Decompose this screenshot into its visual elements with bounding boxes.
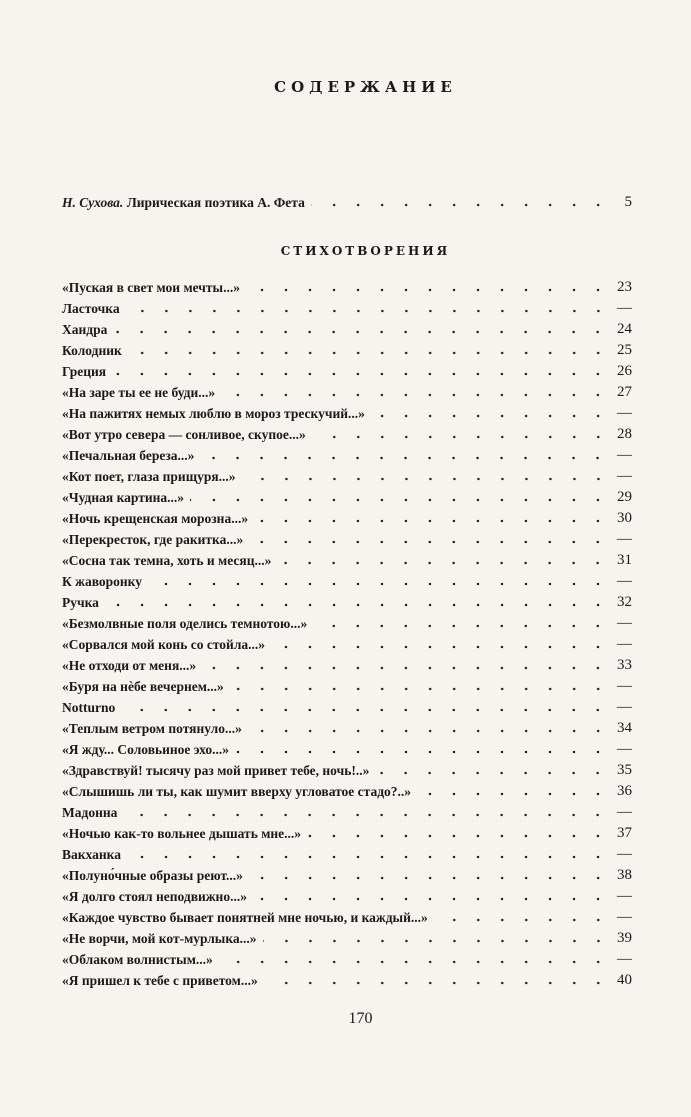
- page-number: —: [617, 573, 632, 589]
- dot-leader: [307, 829, 602, 839]
- dot-leader: [200, 451, 602, 461]
- entry-title: Вакханка: [62, 847, 121, 862]
- page-number: —: [617, 447, 632, 463]
- dot-leader: [242, 472, 602, 482]
- entry-title: «Здравствуй! тысячу раз мой привет тебе, ночь!..»: [62, 763, 370, 778]
- toc-entry: [62, 275, 632, 296]
- entry-title: «Теплым ветром потянуло...»: [62, 721, 242, 736]
- toc-entry: [62, 338, 632, 359]
- toc-entry: [62, 422, 632, 443]
- page-number: 39: [617, 930, 632, 946]
- dot-leader: [202, 661, 602, 671]
- section-heading: СТИХОТВОРЕНИЯ: [280, 244, 451, 258]
- entry-title: «Вот утро севера — сонливое, скупое...»: [62, 427, 306, 442]
- entry-title: «На пажитях немых люблю в мороз трескучий...»: [62, 406, 365, 421]
- dot-leader: [112, 367, 602, 377]
- entry-title: «Перекресток, где ракитка...»: [62, 532, 244, 547]
- dot-leader: [277, 556, 602, 566]
- toc-entry: [62, 884, 632, 905]
- folio-page-number: 170: [348, 1010, 373, 1027]
- page-number: 38: [617, 867, 632, 883]
- dot-leader: [190, 493, 602, 503]
- page-number: 27: [617, 384, 632, 400]
- entry-title: «Пуская в свет мои мечты...»: [62, 280, 240, 295]
- dot-leader: [417, 787, 602, 797]
- toc-entry: [62, 590, 632, 611]
- entry-title: «Буря на нѐбе вечернем...»: [62, 679, 224, 694]
- entry-title: «Сосна так темна, хоть и месяц...»: [62, 553, 272, 568]
- entry-title: «Я жду... Соловьиное эхо...»: [62, 742, 229, 757]
- toc-entry: [62, 779, 632, 800]
- entry-title: Хандра: [62, 322, 108, 337]
- page-number: 32: [617, 594, 632, 610]
- dot-leader: [128, 346, 602, 356]
- entry-title: «На заре ты ее не буди...»: [62, 385, 216, 400]
- dot-leader: [113, 325, 602, 335]
- page-number: 37: [617, 825, 632, 841]
- page-number: 5: [624, 194, 632, 210]
- page-number: —: [617, 615, 632, 631]
- entry-title: «Каждое чувство бывает понятней мне ночью, и каждый...»: [62, 910, 428, 925]
- page-number: 29: [617, 489, 632, 505]
- toc-entry: [62, 506, 632, 527]
- toc-entry: [62, 926, 632, 947]
- page-number: 23: [617, 279, 632, 295]
- dot-leader: [126, 304, 602, 314]
- entry-title: «Сорвался мой конь со стойла...»: [62, 637, 266, 652]
- page-number: —: [617, 951, 632, 967]
- entry-title: «Я пришел к тебе с приветом...»: [62, 973, 258, 988]
- intro-entry: [62, 190, 632, 211]
- toc-entry: [62, 968, 632, 989]
- dot-leader: [249, 871, 602, 881]
- page-number: —: [617, 804, 632, 820]
- dot-leader: [235, 745, 602, 755]
- dot-leader: [271, 640, 602, 650]
- toc-entry: [62, 296, 632, 317]
- entry-title: Мадонна: [62, 805, 118, 820]
- page-title: СОДЕРЖАНИЕ: [274, 78, 457, 96]
- dot-leader: [264, 976, 602, 986]
- dot-leader: [123, 808, 602, 818]
- entry-title: Греция: [62, 364, 107, 379]
- entry-title: «Слышишь ли ты, как шумит вверху угловатое стадо?..»: [62, 784, 412, 799]
- toc-entry: [62, 842, 632, 863]
- entry-title: «Не отходи от меня...»: [62, 658, 197, 673]
- entry-title: Ручка: [62, 595, 99, 610]
- intro-text: [62, 195, 311, 211]
- page-number: 36: [617, 783, 632, 799]
- toc-entry: [62, 380, 632, 401]
- dot-leader: [121, 703, 602, 713]
- page-number: —: [617, 531, 632, 547]
- entry-title: «Полуно́чные образы реют...»: [62, 868, 243, 883]
- toc-entry: [62, 527, 632, 548]
- dot-leader: [254, 514, 602, 524]
- toc-entry: [62, 569, 632, 590]
- toc-entry: [62, 737, 632, 758]
- entry-title: «Ночь крещенская морозна...»: [62, 511, 249, 526]
- toc-entry: [62, 695, 632, 716]
- toc-entry: [62, 800, 632, 821]
- toc-entry: [62, 758, 632, 779]
- entry-title: «Облаком волнистым...»: [62, 952, 213, 967]
- toc-entry: [62, 821, 632, 842]
- dot-leader: [248, 724, 602, 734]
- page-number: —: [617, 678, 632, 694]
- dot-leader: [375, 766, 602, 776]
- toc-entry: [62, 464, 632, 485]
- page-number: 24: [617, 321, 632, 337]
- toc-entry: [62, 401, 632, 422]
- dot-leader: [127, 850, 602, 860]
- toc-entry: [62, 674, 632, 695]
- intro-title: Лирическая поэтика А. Фета: [126, 195, 305, 210]
- intro-author: Н. Сухова.: [62, 195, 124, 210]
- page-number: —: [617, 636, 632, 652]
- page-number: —: [617, 846, 632, 862]
- page-number: —: [617, 468, 632, 484]
- page-number: 30: [617, 510, 632, 526]
- page-number: —: [617, 741, 632, 757]
- entry-title: Ласточка: [62, 301, 120, 316]
- toc-entry: [62, 653, 632, 674]
- dot-leader: [246, 283, 602, 293]
- toc-entry: [62, 947, 632, 968]
- dot-leader: [219, 955, 602, 965]
- toc-entry: [62, 905, 632, 926]
- toc-entry: [62, 548, 632, 569]
- entry-title: «Я долго стоял неподвижно...»: [62, 889, 247, 904]
- dot-leader: [221, 388, 602, 398]
- entry-title: «Чудная картина...»: [62, 490, 185, 505]
- toc-entry: [62, 611, 632, 632]
- entry-title: «Печальная береза...»: [62, 448, 195, 463]
- dot-leader: [253, 892, 602, 902]
- toc-entry: [62, 716, 632, 737]
- entry-title: К жаворонку: [62, 574, 143, 589]
- entry-title: «Безмолвные поля оделись темнотою...»: [62, 616, 308, 631]
- page-number: 34: [617, 720, 632, 736]
- page-number: 26: [617, 363, 632, 379]
- entry-title: Колодник: [62, 343, 122, 358]
- page-number: —: [617, 909, 632, 925]
- entry-title: «Не ворчи, мой кот-мурлыка...»: [62, 931, 257, 946]
- page-number: 31: [617, 552, 632, 568]
- dot-leader: [312, 430, 602, 440]
- page-number: —: [617, 405, 632, 421]
- toc-entry: [62, 443, 632, 464]
- dot-leader: [313, 619, 602, 629]
- toc-entry: [62, 863, 632, 884]
- toc-entry: [62, 359, 632, 380]
- toc-entry: [62, 485, 632, 506]
- entry-title: Notturno: [62, 700, 116, 715]
- dot-leader: [230, 682, 602, 692]
- dot-leader: [249, 535, 602, 545]
- page-number: —: [617, 300, 632, 316]
- entry-title: «Кот поет, глаза прищуря...»: [62, 469, 236, 484]
- page-number: 33: [617, 657, 632, 673]
- dot-leader: [311, 198, 602, 208]
- page-number: —: [617, 888, 632, 904]
- page-number: 25: [617, 342, 632, 358]
- dot-leader: [371, 409, 602, 419]
- toc-entry: [62, 632, 632, 653]
- entry-title: «Ночью как-то вольнее дышать мне...»: [62, 826, 302, 841]
- page-number: 40: [617, 972, 632, 988]
- page-number: —: [617, 699, 632, 715]
- page-number: 28: [617, 426, 632, 442]
- dot-leader: [434, 913, 602, 923]
- toc-entry: [62, 317, 632, 338]
- dot-leader: [105, 598, 602, 608]
- dot-leader: [263, 934, 602, 944]
- page-number: 35: [617, 762, 632, 778]
- dot-leader: [148, 577, 602, 587]
